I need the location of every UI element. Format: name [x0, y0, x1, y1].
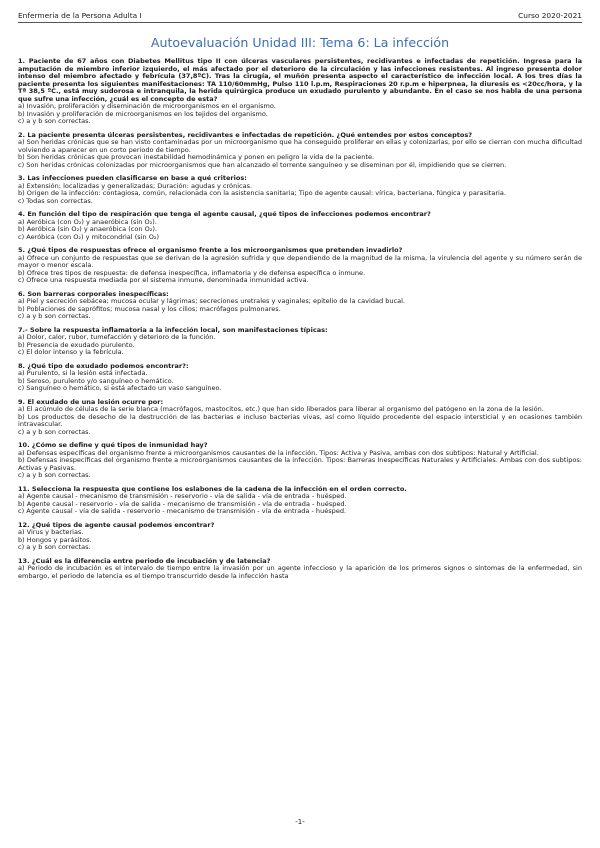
question-text: 9. El exudado de una lesión ocurre por:: [18, 397, 164, 406]
answer-option: b) Poblaciones de saprófitos; mucosa nasal y los cilios; macrófagos pulmonares.: [18, 304, 281, 313]
question-block: [18, 363, 582, 393]
answer-option: c) a y b son correctas.: [18, 471, 91, 479]
question-block: [18, 175, 582, 205]
answer-option: b) Origen de la infección: contagiosa, común, relacionada con la asistencia sanitaria; Tipo de agente causal: vírica, bacteriana, fúngica y parasitaria.: [18, 189, 506, 197]
question-block: [18, 442, 582, 480]
answer-option: a) Invasión, proliferación y diseminación de microorganismos en el organismo.: [18, 102, 276, 110]
answer-option: b) Hongos y parásitos.: [18, 535, 92, 544]
question-block: [18, 522, 582, 552]
question-text: 11. Selecciona la respuesta que contiene los eslabones de la cadena de la infección en el orden correcto.: [18, 484, 407, 493]
question-block: [18, 58, 582, 126]
question-text: 7.- Sobre la respuesta inflamatoria a la infección local, son manifestaciones típicas:: [18, 325, 328, 334]
question-block: [18, 558, 582, 581]
course-year: Curso 2020-2021: [518, 11, 582, 20]
answer-option: c) Sanguíneo o hemático, si está afectado un vaso sanguíneo.: [18, 384, 222, 392]
answer-option: b) Los productos de desecho de la destrucción de las bacterias e incluso bacterias vivas, así como líquido procedente del espacio intersticial y en ocasiones también intravascular.: [18, 412, 582, 428]
question-block: [18, 486, 582, 516]
document-title: Autoevaluación Unidad III: Tema 6: La infección: [150, 35, 450, 50]
answer-option: c) Agente causal - vía de salida - reservorio - mecanismo de transmisión - vía de entrada - huésped.: [18, 507, 347, 515]
question-block: [18, 291, 582, 321]
questions-list: [18, 58, 582, 580]
answer-option: b) Aeróbica (sin O₂) y anaeróbica (con O₂).: [18, 225, 158, 233]
question-block: [18, 247, 582, 285]
answer-option: c) Son heridas crónicas colonizadas por microorganismos que han alcanzado el torrente sanguíneo y se diseminan por él, impidiendo que se cierren.: [18, 160, 507, 169]
answer-option: c) Aeróbica (con O₂) y mitocondrial (sin O₂): [18, 232, 160, 241]
course-name: Enfermería de la Persona Adulta I: [18, 11, 142, 20]
question-text: 8. ¿Qué tipo de exudado podemos encontrar?:: [18, 361, 189, 370]
question-block: [18, 327, 582, 357]
answer-option: a) Ofrece un conjunto de respuestas que se derivan de la agresión sufrida y que dependiendo de la magnitud de la misma, la virulencia del agente y su número serán de mayor o menor escala.: [18, 253, 582, 269]
answer-option: a) Periodo de incubación es el intervalo de tiempo entre la invasión por un agente infeccioso y la aparición de los primeros signos o síntomas de la enfermedad, sin embargo, el periodo de latencia es el tiempo transcurrido desde la infección hasta: [18, 564, 582, 580]
question-block: [18, 132, 582, 170]
question-text: 2. La paciente presenta úlceras persistentes, recidivantes e infectadas de repetición. ¿Qué entendes por estos conceptos?: [18, 130, 473, 139]
answer-option: a) Extensión: localizadas y generalizadas; Duración: agudas y crónicas.: [18, 181, 253, 190]
answer-option: b) Invasión y proliferación de microorganismos en los tejidos del organismo.: [18, 109, 268, 118]
answer-option: a) Defensas específicas del organismo frente a microorganismos causantes de la infección. Tipos: Activa y Pasiva, ambas con dos subtipos: Natural y Artificial.: [18, 448, 539, 457]
question-block: [18, 211, 582, 241]
answer-option: c) Todas son correctas.: [18, 196, 93, 205]
question-text: 12. ¿Qué tipos de agente causal podemos encontrar?: [18, 520, 215, 529]
question-text: 4. En función del tipo de respiración que tenga el agente causal, ¿qué tipos de infecciones podemos encontrar?: [18, 210, 431, 218]
answer-option: a) Dolor, calor, rubor, tumefacción y deterioro de la función.: [18, 333, 216, 341]
answer-option: b) Son heridas crónicas que provocan inestabilidad hemodinámica y ponen en peligro la vida de la paciente.: [18, 153, 375, 161]
answer-option: c) a y b son correctas.: [18, 117, 91, 125]
answer-option: b) Seroso, purulento y/o sanguíneo o hemático.: [18, 376, 174, 385]
answer-option: a) Piel y secreción sebácea; mucosa ocular y lágrimas; secreciones uretrales y vaginales; epitelio de la cavidad bucal.: [18, 297, 406, 305]
answer-option: b) Defensas inespecíficas del organismo frente a microorganismos causantes de la infección. Tipos: Barreras Inespecíficas Naturales y Artificiales. Ambas con dos subtipos: Activas y Pasivas.: [18, 456, 582, 472]
answer-option: a) El acúmulo de células de la serie blanca (macrófagos, mastocitos, etc.) que han sido liberados para liberar al organismo del patógeno en la zona de la lesión.: [18, 405, 544, 413]
answer-option: b) Presencia de exudado purulento.: [18, 340, 135, 349]
answer-option: b) Ofrece tres tipos de respuesta: de defensa inespecífica, inflamatoria y de defensa específica o inmune.: [18, 268, 366, 277]
answer-option: c) El dolor intenso y la febrícula.: [18, 348, 124, 356]
question-text: 6. Son barreras corporales inespecíficas:: [18, 289, 169, 298]
answer-option: c) a y b son correctas.: [18, 427, 91, 436]
answer-option: a) Purulento, si la lesión está infectada.: [18, 369, 148, 377]
answer-option: c) Ofrece una respuesta mediada por el sistema inmune, denominada inmunidad activa.: [18, 276, 309, 284]
answer-option: c) a y b son correctas.: [18, 543, 91, 551]
answer-option: a) Aeróbica (con O₂) y anaeróbica (sin O₂).: [18, 217, 157, 226]
answer-option: a) Virus y bacterias.: [18, 528, 84, 536]
question-text: 3. Las infecciones pueden clasificarse en base a qué criterios:: [18, 174, 247, 182]
question-text: 5. ¿Qué tipos de respuestas ofrece el organismo frente a los microorganismos que pretenden invadirlo?: [18, 246, 403, 254]
question-text: 1. Paciente de 67 años con Diabetes Mellitus tipo II con úlceras vasculares persistentes, recidivantes e infectadas de repetición. Ingresa para la amputación de miembro inferior izquierdo, el más afectado por el deterioro de la circulación y las infecciones resistentes. Al ingreso presenta dolor intenso del miembro afectado y febrícula (37,8ºC). Tras la cirugía, el muñón presenta aspecto el característico de infección local. A los tres días la paciente presenta los siguientes manifestaciones: TA 110/60mmHg, Pulso 110 l.p.m, Respiraciones 20 r.p.m e hiperpnea, la diuresis es <20cc/hora, y la Tª 38,5 ºC., está muy sudorosa e intranquila, la herida quirúrgica produce un exudado purulento y abundante. En el caso se nos habla de una persona que sufre una infección, ¿cuál es el concepto de esta?: [18, 57, 582, 103]
answer-option: a) Son heridas crónicas que se han visto contaminadas por un microorganismo que ha conseguido proliferar en ellas y colonizarlas, por ello se cierran con mucha dificultad volviendo a aparecer en un corto periodo de tiempo.: [18, 138, 582, 154]
answer-option: b) Agente causal - reservorio - vía de salida - mecanismo de transmisión - vía de entrada - huésped.: [18, 499, 347, 508]
question-text: 13. ¿Cuál es la diferencia entre periodo de incubación y de latencia?: [18, 556, 271, 565]
answer-option: a) Agente causal - mecanismo de transmisión - reservorio - vía de salida - vía de entrada - huésped.: [18, 492, 347, 500]
page-header: [18, 0, 582, 23]
question-block: [18, 399, 582, 437]
answer-option: c) a y b son correctas.: [18, 312, 91, 320]
question-text: 10. ¿Cómo se define y qué tipos de inmunidad hay?: [18, 441, 208, 449]
page-number: -1-: [295, 818, 305, 826]
